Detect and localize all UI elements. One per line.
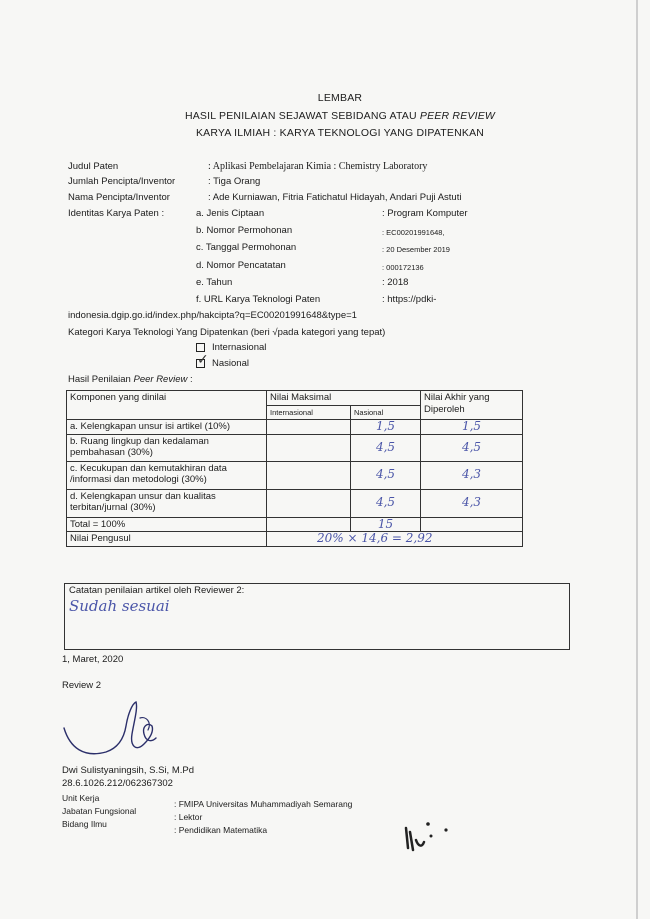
jabatan-label: Jabatan Fungsional bbox=[62, 806, 137, 816]
subtitle-text: HASIL PENILAIAN SEJAWAT SEBIDANG ATAU bbox=[184, 110, 420, 122]
item-d-label: d. Nomor Pencatatan bbox=[196, 260, 286, 271]
cell-internasional bbox=[267, 517, 351, 532]
unit-label: Unit Kerja bbox=[62, 793, 100, 803]
nasional-checkbox[interactable] bbox=[196, 352, 209, 368]
item-b-label: b. Nomor Permohonan bbox=[196, 225, 293, 236]
subtitle-italic: PEER REVIEW bbox=[419, 110, 496, 122]
cell-internasional bbox=[267, 489, 351, 517]
identitas-label: Identitas Karya Paten : bbox=[68, 208, 165, 219]
date-text: 1, Maret, 2020 bbox=[62, 654, 124, 665]
hasil-label-italic: Peer Review bbox=[133, 374, 188, 385]
ink-stamp-mark bbox=[398, 818, 468, 854]
total-value: 15 bbox=[351, 517, 421, 532]
total-label: Total = 100% bbox=[67, 517, 267, 532]
jumlah-value: : Tiga Orang bbox=[208, 176, 261, 187]
cell-internasional bbox=[267, 420, 351, 435]
pengusul-value: 20% × 14,6 = 2,92 bbox=[267, 532, 523, 547]
table-row bbox=[67, 489, 523, 517]
pengusul-label: Nilai Pengusul bbox=[67, 532, 267, 547]
cell-akhir: 4,5 bbox=[421, 434, 523, 461]
jumlah-label: Jumlah Pencipta/Inventor bbox=[68, 176, 176, 187]
row-label: b. Ruang lingkup dan kedalaman pembahasan (30%) bbox=[67, 434, 267, 461]
judul-label: Judul Paten bbox=[68, 161, 119, 172]
cell-nasional: 4,5 bbox=[351, 434, 421, 461]
header-nilai-maksimal: Nilai Maksimal bbox=[267, 391, 421, 406]
catatan-text: Sudah sesuai bbox=[69, 597, 170, 615]
catatan-box bbox=[64, 583, 570, 650]
item-c-label: c. Tanggal Permohonan bbox=[196, 242, 297, 253]
nama-value: : Ade Kurniawan, Fitria Fatichatul Hidayah, Andari Puji Astuti bbox=[208, 192, 462, 203]
header-internasional: Internasional bbox=[267, 405, 351, 420]
url-continuation: indonesia.dgip.go.id/index.php/hakcipta?q=EC00201991648&type=1 bbox=[68, 310, 357, 321]
row-label: c. Kecukupan dan kemutakhiran data /informasi dan metodologi (30%) bbox=[67, 461, 267, 489]
bidang-label: Bidang Ilmu bbox=[62, 819, 107, 829]
row-label: d. Kelengkapan unsur dan kualitas terbitan/jurnal (30%) bbox=[67, 489, 267, 517]
header-nasional: Nasional bbox=[351, 405, 421, 420]
table-row bbox=[67, 420, 523, 435]
bidang-value: : Pendidikan Matematika bbox=[174, 825, 268, 835]
nama-label: Nama Pencipta/Inventor bbox=[68, 192, 170, 203]
cell-nasional: 4,5 bbox=[351, 461, 421, 489]
table-total-row bbox=[67, 517, 523, 532]
item-c-value: : 20 Desember 2019 bbox=[382, 245, 450, 254]
kategori-text: Kategori Karya Teknologi Yang Dipatenkan (beri √pada kategori yang tepat) bbox=[68, 327, 386, 338]
table-row bbox=[67, 461, 523, 489]
hasil-label bbox=[68, 374, 193, 386]
item-a-value: : Program Komputer bbox=[382, 208, 468, 219]
table-row bbox=[67, 434, 523, 461]
hasil-label-text: Hasil Penilaian bbox=[68, 374, 134, 385]
nasional-label: Nasional bbox=[212, 358, 249, 369]
signer-name: Dwi Sulistyaningsih, S.Si, M.Pd bbox=[62, 765, 194, 776]
review-label: Review 2 bbox=[62, 680, 102, 691]
cell-akhir: 4,3 bbox=[421, 461, 523, 489]
judul-value: : Aplikasi Pembelajaran Kimia : Chemistry Laboratory bbox=[208, 161, 428, 172]
cell-akhir: 1,5 bbox=[421, 420, 523, 435]
cell-akhir: 4,3 bbox=[421, 489, 523, 517]
item-e-value: : 2018 bbox=[382, 277, 409, 288]
internasional-checkbox[interactable] bbox=[196, 343, 205, 352]
item-e-label: e. Tahun bbox=[196, 277, 233, 288]
item-a-label: a. Jenis Ciptaan bbox=[196, 208, 265, 219]
row-label: a. Kelengkapan unsur isi artikel (10%) bbox=[67, 420, 267, 435]
doc-subtitle-2: KARYA ILMIAH : KARYA TEKNOLOGI YANG DIPATENKAN bbox=[195, 127, 485, 139]
internasional-label: Internasional bbox=[212, 342, 267, 353]
doc-subtitle bbox=[0, 110, 650, 122]
signature bbox=[62, 700, 172, 770]
unit-value: : FMIPA Universitas Muhammadiyah Semarang bbox=[174, 799, 353, 809]
item-b-value: : EC00201991648, bbox=[382, 228, 445, 237]
signer-nip: 28.6.1026.212/062367302 bbox=[62, 778, 173, 789]
header-komponen: Komponen yang dinilai bbox=[67, 391, 267, 420]
doc-title: LEMBAR bbox=[317, 92, 363, 104]
header-nilai-akhir: Nilai Akhir yang Diperoleh bbox=[421, 391, 523, 420]
item-f-value: : https://pdki- bbox=[382, 294, 437, 305]
jabatan-value: : Lektor bbox=[174, 812, 203, 822]
cell-nasional: 1,5 bbox=[351, 420, 421, 435]
item-f-label: f. URL Karya Teknologi Paten bbox=[196, 294, 321, 305]
item-d-value: : 000172136 bbox=[382, 263, 424, 272]
cell-internasional bbox=[267, 434, 351, 461]
hasil-label-colon: : bbox=[187, 374, 193, 385]
score-table bbox=[66, 390, 523, 547]
check-icon: ✓ bbox=[197, 352, 209, 368]
table-pengusul-row bbox=[67, 532, 523, 547]
table-header-row bbox=[67, 391, 523, 406]
cell-nasional: 4,5 bbox=[351, 489, 421, 517]
catatan-label: Catatan penilaian artikel oleh Reviewer 2: bbox=[69, 585, 245, 596]
cell-akhir bbox=[421, 517, 523, 532]
cell-internasional bbox=[267, 461, 351, 489]
